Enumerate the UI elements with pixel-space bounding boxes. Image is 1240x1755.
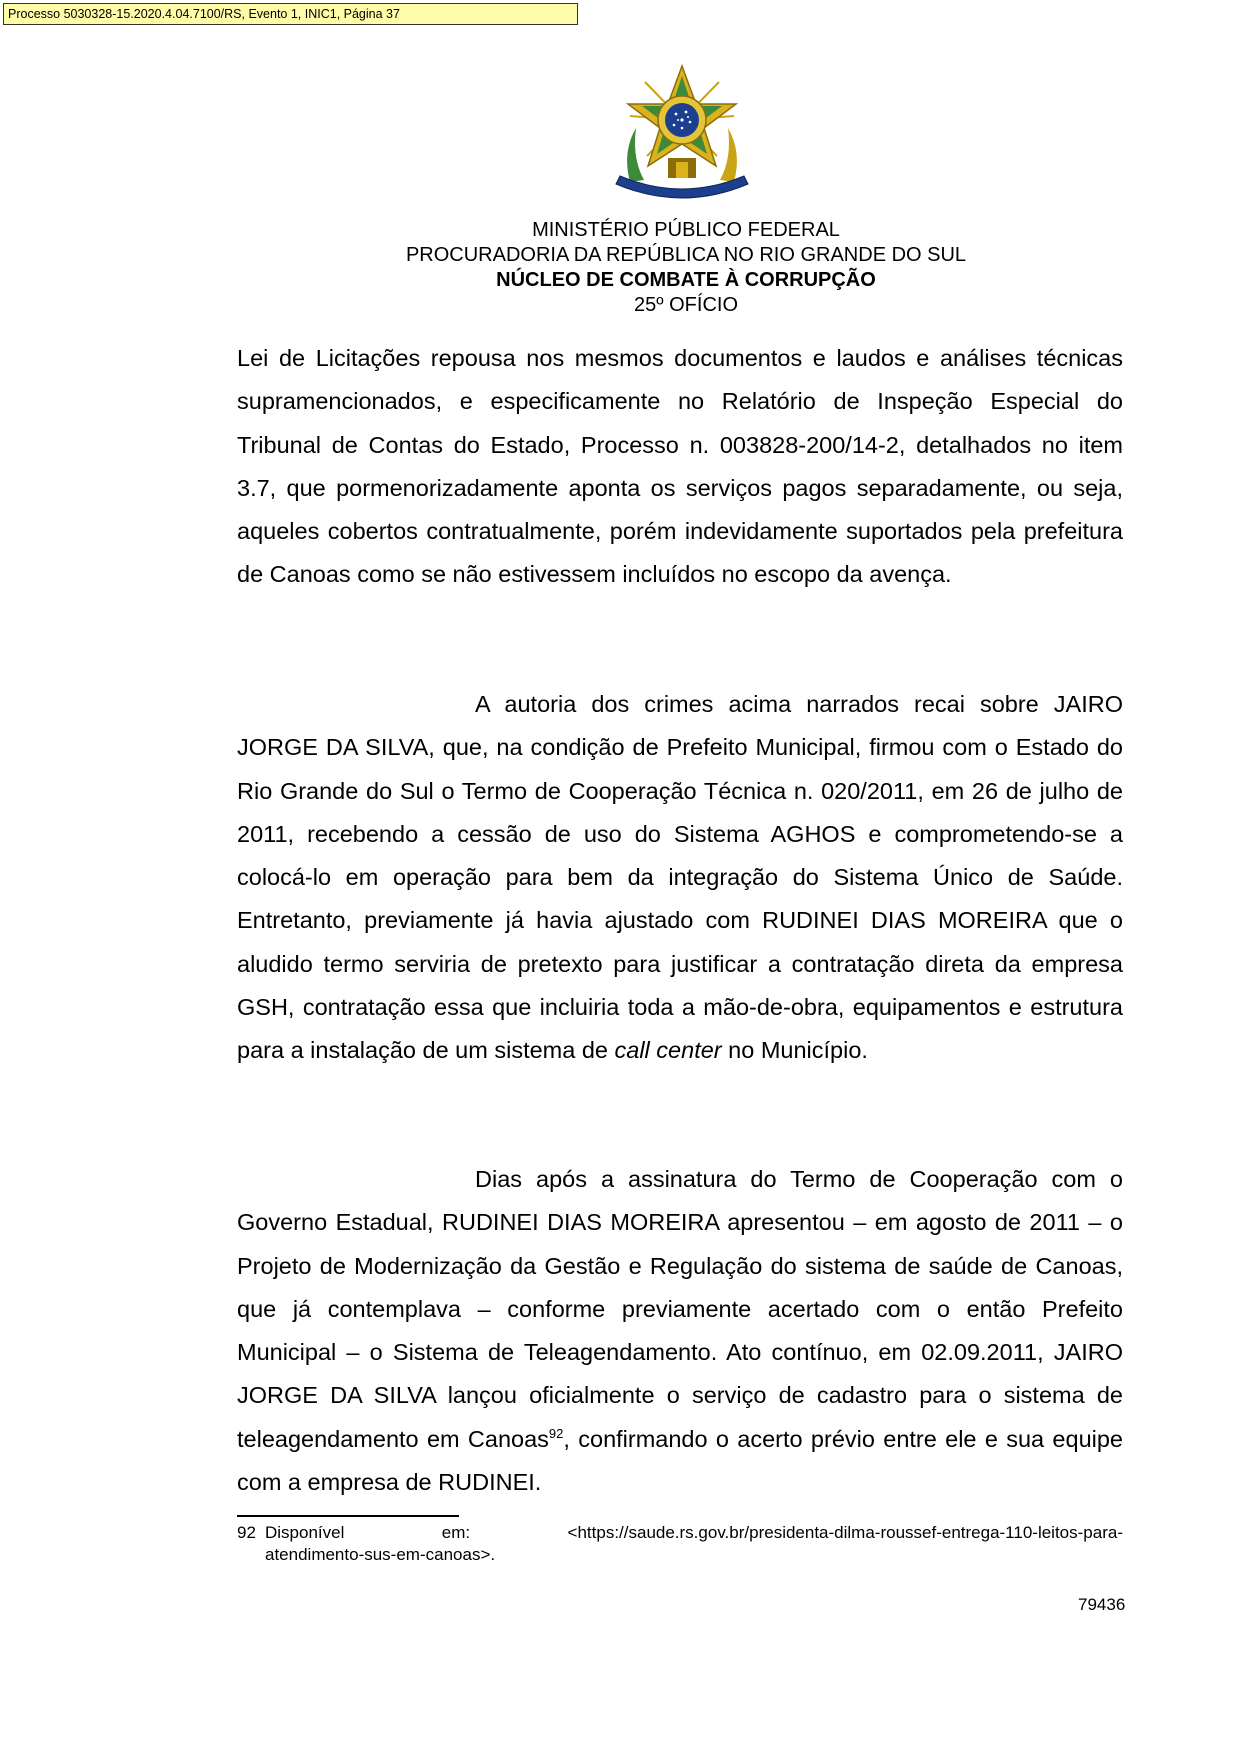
coat-of-arms-icon	[612, 62, 752, 204]
paragraph-3-end: , confirmando o acerto prévio entre ele e sua equipe com a empresa de RUDINEI.	[237, 1425, 1123, 1496]
page-number: 79436	[1078, 1595, 1126, 1614]
footnote-body	[265, 1522, 1123, 1566]
header-nucleo: NÚCLEO DE COMBATE À CORRUPÇÃO	[496, 269, 876, 291]
paragraph-2-end: no Município.	[721, 1037, 868, 1064]
header-procuradoria: PROCURADORIA DA REPÚBLICA NO RIO GRANDE DO SUL	[405, 244, 967, 266]
footnote-line-1	[265, 1522, 1123, 1544]
footnote-url-end[interactable]: atendimento-sus-em-canoas>.	[265, 1545, 496, 1564]
paragraph-2-text: A autoria dos crimes acima narrados recai sobre JAIRO JORGE DA SILVA, que, na condição de Prefeito Municipal, firmou com o Estado do Rio Grande do Sul o Termo de Cooperação Técnica n. 020/2011, em 26 de julho de 2011, recebendo a cessão de uso do Sistema AGHOS e comprometendo-se a colocá-lo em operação para bem da integração do Sistema Único de Saúde. Entretanto, previamente já havia ajustado com RUDINEI DIAS MOREIRA que o aludido termo serviria de pretexto para justificar a contratação direta da empresa GSH, contratação essa que incluiria toda a mão-de-obra, equipamentos e estrutura para a instalação de um sistema de	[237, 691, 1123, 1064]
paragraph-3-text: Dias após a assinatura do Termo de Cooperação com o Governo Estadual, RUDINEI DIAS MOREIRA apresentou – em agosto de 2011 – o Projeto de Modernização da Gestão e Regulação do sistema de saúde de Canoas, que já contemplava – conforme previamente acertado com o então Prefeito Municipal – o Sistema de Teleagendamento. Ato contínuo, em 02.09.2011, JAIRO JORGE DA SILVA lançou oficialmente o serviço de cadastro para o sistema de teleagendamento em Canoas	[237, 1166, 1123, 1452]
paragraph-2-italic: call center	[614, 1037, 722, 1064]
footnote-reference[interactable]: 92	[548, 1425, 564, 1441]
paragraph-1: Lei de Licitações repousa nos mesmos documentos e laudos e análises técnicas supramencionados, e especificamente no Relatório de Inspeção Especial do Tribunal de Contas do Estado, Processo n. 003828-200/14-2, detalhados no item 3.7, que pormenorizadamente aponta os serviços pagos separadamente, ou seja, aqueles cobertos contratualmente, porém indevidamente suportados pela prefeitura de Canoas como se não estivessem incluídos no escopo da avença.	[237, 345, 1123, 588]
header-ministry: MINISTÉRIO PÚBLICO FEDERAL	[532, 219, 840, 241]
paragraph-3	[237, 1158, 1123, 1504]
footnote	[237, 1522, 1123, 1566]
paragraph-2	[237, 683, 1123, 1073]
footnote-word-1: Disponível	[265, 1523, 345, 1542]
footnote-number: 92	[237, 1523, 256, 1542]
document-header	[0, 218, 1240, 318]
header-oficio: 25º OFÍCIO	[634, 294, 738, 316]
process-stamp: Processo 5030328-15.2020.4.04.7100/RS, Evento 1, INIC1, Página 37	[3, 3, 578, 25]
footnote-divider	[237, 1515, 459, 1517]
footnote-word-2: em:	[441, 1523, 471, 1542]
footnote-url-start[interactable]: <https://saude.rs.gov.br/presidenta-dilma-roussef-entrega-110-leitos-para-	[567, 1523, 1123, 1542]
